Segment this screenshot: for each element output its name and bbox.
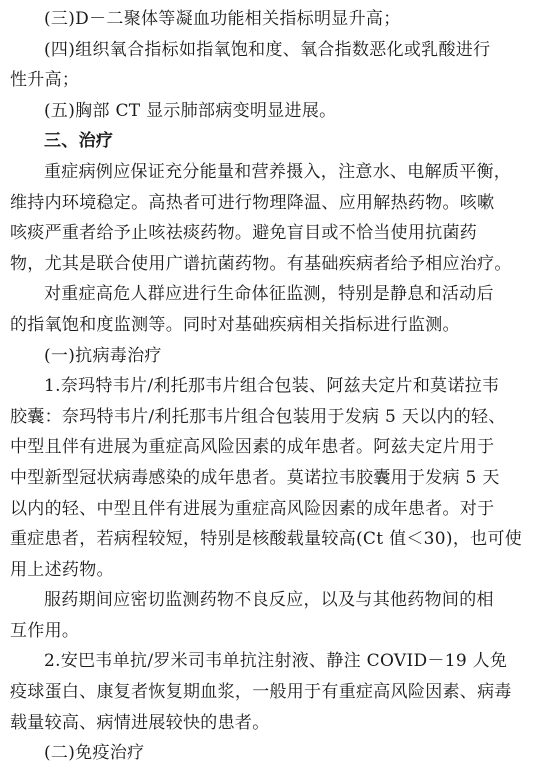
criterion-5: (五)胸部 CT 显示肺部病变明显进展。 [44, 100, 337, 121]
paragraph-line: 1.奈玛特韦片/利托那韦片组合包装、阿兹夫定片和莫诺拉韦 [44, 376, 500, 397]
paragraph-line: 服药期间应密切监测药物不良反应，以及与其他药物间的相 [44, 590, 494, 611]
subheading-antiviral: (一)抗病毒治疗 [44, 345, 162, 366]
criterion-4-line-1: (四)组织氧合指标如指氧饱和度、氧合指数恶化或乳酸进行 [44, 39, 491, 60]
subheading-immunotherapy: (二)免疫治疗 [44, 743, 145, 764]
paragraph-line: 互作用。 [10, 620, 80, 641]
paragraph-line: 重症患者，若病程较短，特别是核酸载量较高(Ct 值＜30)，也可使 [10, 529, 523, 550]
paragraph-line: 维持内环境稳定。高热者可进行物理降温、应用解热药物。咳嗽 [10, 192, 495, 213]
paragraph-line: 用上述药物。 [10, 559, 114, 580]
paragraph-line: 咳痰严重者给予止咳祛痰药物。避免盲目或不恰当使用抗菌药 [10, 223, 478, 244]
paragraph-line: 物，尤其是联合使用广谱抗菌药物。有基础疾病者给予相应治疗。 [10, 253, 512, 274]
paragraph-line: 的指氧饱和度监测等。同时对基础疾病相关指标进行监测。 [10, 314, 460, 335]
paragraph-line: 胶囊：奈玛特韦片/利托那韦片组合包装用于发病 5 天以内的轻、 [10, 406, 506, 427]
criterion-3: (三)D－二聚体等凝血功能相关指标明显升高； [44, 9, 401, 29]
paragraph-line: 重症病例应保证充分能量和营养摄入，注意水、电解质平衡， [44, 161, 512, 182]
criterion-4-line-2: 性升高； [10, 70, 80, 91]
paragraph-line: 中型新型冠状病毒感染的成年患者。莫诺拉韦胶囊用于发病 5 天 [10, 467, 500, 488]
paragraph-line: 中型且伴有进展为重症高风险因素的成年患者。阿兹夫定片用于 [10, 437, 495, 458]
paragraph-line: 载量较高、病情进展较快的患者。 [10, 712, 270, 733]
section-heading-treatment: 三、治疗 [44, 131, 114, 152]
paragraph-line: 以内的轻、中型且伴有进展为重症高风险因素的成年患者。对于 [10, 498, 495, 519]
paragraph-line: 2.安巴韦单抗/罗米司韦单抗注射液、静注 COVID－19 人免 [44, 651, 508, 672]
paragraph-line: 疫球蛋白、康复者恢复期血浆，一般用于有重症高风险因素、病毒 [10, 682, 512, 703]
paragraph-line: 对重症高危人群应进行生命体征监测，特别是静息和活动后 [44, 284, 494, 305]
